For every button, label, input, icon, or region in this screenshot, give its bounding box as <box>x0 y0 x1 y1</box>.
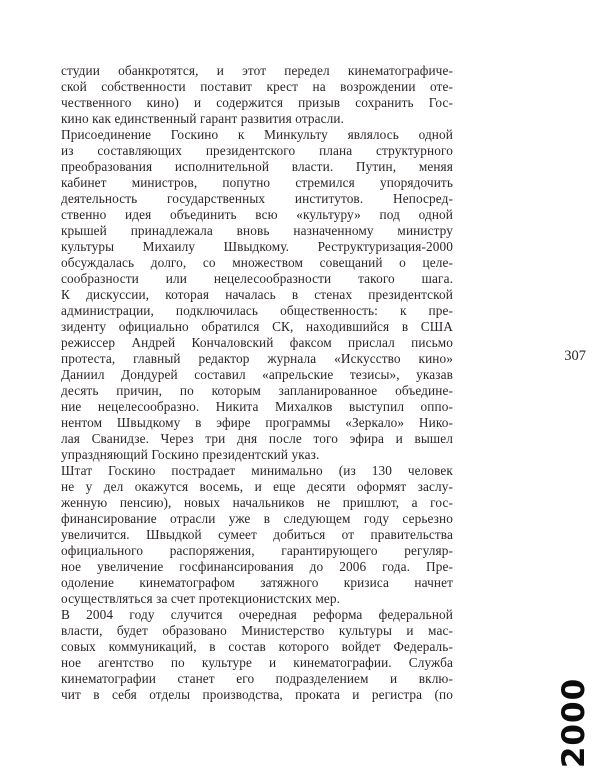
text-line: лая Сванидзе. Через три дня после того эфира и вышел <box>61 431 453 446</box>
text-line: Присоединение Госкино к Минкульту являлось одной <box>61 127 453 142</box>
text-line: власти, будет образовано Министерство культуры и мас- <box>61 623 453 638</box>
text-line: К дискуссии, которая началась в стенах президентской <box>61 287 453 302</box>
text-line: ственно идея объединить всю «культуру» под одной <box>61 207 453 222</box>
text-line: ное агентство по культуре и кинематографии. Служба <box>61 655 453 670</box>
text-line: кабинет министров, попутно стремился упорядочить <box>61 175 453 190</box>
text-line: из составляющих президентского плана структурного <box>61 143 453 158</box>
text-line: крышей принадлежала вновь назначенному министру <box>61 223 453 238</box>
text-line: кино как единственный гарант развития отрасли. <box>61 111 345 126</box>
text-line: женную пенсию), новых начальников не пришлют, а гос- <box>61 495 453 510</box>
text-line: чественного кино) и содержится призыв сохранить Гос- <box>61 95 453 110</box>
text-line: протеста, главный редактор журнала «Искусство кино» <box>61 351 453 366</box>
year-marker: 2000 <box>556 677 592 769</box>
text-line: В 2004 году случится очередная реформа федеральной <box>61 607 453 622</box>
text-line: нентом Швыдкому в эфире программы «Зеркало» Нико- <box>61 415 453 430</box>
text-line: культуры Михаилу Швыдкому. Реструктуризация-2000 <box>61 239 453 254</box>
text-line: одоление кинематографом затяжного кризиса начнет <box>61 575 453 590</box>
text-line: ние нецелесообразно. Никита Михалков выступил оппо- <box>61 399 453 414</box>
text-line: совых коммуникаций, в состав которого войдет Федераль- <box>61 639 453 654</box>
page-number: 307 <box>564 348 586 364</box>
text-line: чит в себя отделы производства, проката и регистра (по <box>61 687 453 702</box>
text-line: зиденту официально обратился СК, находившийся в США <box>61 319 453 334</box>
text-line: деятельность государственных институтов. Непосред- <box>61 191 453 206</box>
text-line: финансирование отрасли уже в следующем году серьезно <box>61 511 453 526</box>
text-line: сообразности или нецелесообразности такого шага. <box>61 271 453 286</box>
text-line: студии обанкротятся, и этот передел кинематографиче- <box>61 63 453 78</box>
text-line: ное увеличение госфинансирования до 2006 года. Пре- <box>61 559 453 574</box>
text-line: увеличится. Швыдкой сумеет добиться от правительства <box>61 527 453 542</box>
text-line: упраздняющий Госкино президентский указ. <box>61 447 320 462</box>
text-line: осуществляться за счет протекционистских мер. <box>61 591 341 606</box>
text-line: режиссер Андрей Кончаловский факсом прислал письмо <box>61 335 453 350</box>
text-line: преобразования исполнительной власти. Путин, меняя <box>61 159 453 174</box>
text-line: обсуждалась долго, со множеством совещаний о целе- <box>61 255 453 270</box>
text-line: не у дел окажутся восемь, и еще десяти оформят заслу- <box>61 479 453 494</box>
body-text <box>61 63 453 703</box>
text-line: Даниил Дондурей составил «апрельские тезисы», указав <box>61 367 453 382</box>
text-line: кинематографии станет его подразделением и вклю- <box>61 671 453 686</box>
text-line: Штат Госкино пострадает минимально (из 130 человек <box>61 463 453 478</box>
text-line: администрации, подключилась общественность: к пре- <box>61 303 453 318</box>
text-line: десять причин, по которым запланированное объедине- <box>61 383 453 398</box>
text-line: официального распоряжения, гарантирующего регуляр- <box>61 543 453 558</box>
text-line: ской собственности поставит крест на возрождении оте- <box>61 79 453 94</box>
